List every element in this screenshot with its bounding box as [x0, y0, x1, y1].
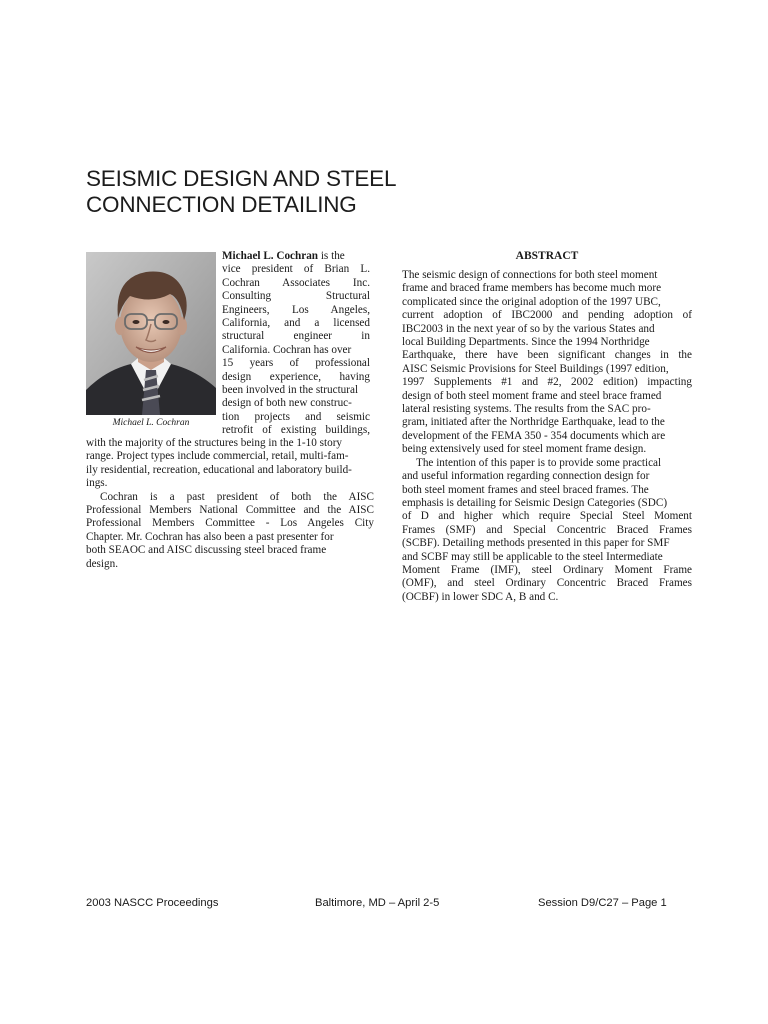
abstract-line: Frames (SMF) and Special Concentric Braced Frames: [402, 523, 692, 536]
abstract-line: frame and braced frame members has become much more: [402, 282, 662, 295]
bio-line: both SEAOC and AISC discussing steel braced frame: [86, 544, 327, 557]
footer-page: Session D9/C27 – Page 1: [538, 897, 667, 909]
abstract-line: Moment Frame (IMF), steel Ordinary Moment Frame: [402, 563, 692, 576]
paper-title: [86, 166, 506, 218]
bio-line: 15 years of professional: [222, 357, 370, 370]
abstract-line: development of the FEMA 350 - 354 documents which are: [402, 429, 666, 442]
bio-line: California. Cochran has over: [222, 343, 352, 356]
bio-line: vice president of Brian L.: [222, 263, 370, 276]
abstract-line: (OMF), and steel Ordinary Concentric Braced Frames: [402, 577, 692, 590]
bio-line: been involved in the structural: [222, 384, 359, 397]
bio-line: Consulting Structural: [222, 290, 370, 303]
abstract-line: (OCBF) in lower SDC A, B and C.: [402, 590, 559, 603]
abstract-line: being extensively used for steel moment frame design.: [402, 443, 647, 456]
abstract-line: complicated since the original adoption of the 1997 UBC,: [402, 295, 661, 308]
abstract-line: of D and higher which require Special Steel Moment: [402, 510, 692, 523]
bio-line: ily residential, recreation, educational and laboratory build-: [86, 463, 352, 476]
bio-line: range. Project types include commercial, retail, multi-fam-: [86, 450, 349, 463]
abstract-line: IBC2003 in the next year of so by the various States and: [402, 322, 655, 335]
author-bio-full: [86, 437, 374, 571]
bio-line: Professional Members National Committee and the AISC: [86, 504, 374, 517]
bio-line: tion projects and seismic: [222, 410, 370, 423]
bio-line: with the majority of the structures being in the 1-10 story: [86, 437, 343, 449]
abstract-line: and useful information regarding connection design for: [402, 470, 650, 483]
abstract-line: design of both steel moment frame and steel brace framed: [402, 389, 662, 402]
abstract-line: emphasis is detailing for Seismic Design Categories (SDC): [402, 496, 668, 509]
abstract-line: and SCBF may still be applicable to the steel Intermediate: [402, 550, 663, 563]
author-name: Michael L. Cochran: [222, 250, 319, 262]
bio-line: Michael L. Cochran is the: [222, 250, 345, 262]
bio-line: Chapter. Mr. Cochran has also been a past presenter for: [86, 530, 334, 543]
abstract-line: lateral resisting systems. The results from the SAC pro-: [402, 403, 651, 416]
bio-line: design of both new construc-: [222, 397, 352, 410]
abstract-line: current adoption of IBC2000 and pending adoption of: [402, 309, 692, 322]
abstract-line: both steel moment frames and steel braced frames. The: [402, 483, 649, 496]
paper-title-line-1: SEISMIC DESIGN AND STEEL: [86, 166, 397, 191]
author-bio-narrow: [222, 250, 370, 438]
abstract-line: The intention of this paper is to provide some practical: [416, 456, 662, 469]
abstract-body: [402, 269, 692, 604]
abstract-line: gram, initiated after the Northridge Earthquake, lead to the: [402, 416, 665, 429]
bio-line: Engineers, Los Angeles,: [222, 303, 370, 316]
bio-line: Cochran is a past president of both the AISC: [100, 490, 374, 503]
abstract-line: The seismic design of connections for both steel moment: [402, 269, 658, 281]
bio-line: California, and a licensed: [222, 317, 370, 330]
bio-line: Cochran Associates Inc.: [222, 276, 370, 289]
footer-location: Baltimore, MD – April 2-5: [315, 897, 440, 909]
bio-line: design.: [86, 557, 119, 570]
bio-line: ings.: [86, 477, 108, 490]
photo-caption: Michael L. Cochran: [112, 418, 190, 428]
bio-line: Professional Members Committee - Los Angeles City: [86, 517, 374, 530]
bio-line: structural engineer in: [222, 330, 370, 343]
abstract-line: local Building Departments. Since the 1994 Northridge: [402, 336, 650, 349]
bio-line: retrofit of existing buildings,: [222, 424, 370, 437]
abstract-line: AISC Seismic Provisions for Steel Buildings (1997 edition,: [402, 362, 669, 375]
author-photo: [86, 252, 216, 415]
abstract-line: 1997 Supplements #1 and #2, 2002 edition) impacting: [402, 376, 692, 389]
bio-line: design experience, having: [222, 370, 370, 383]
abstract-heading: ABSTRACT: [515, 250, 579, 262]
abstract-line: (SCBF). Detailing methods presented in this paper for SMF: [402, 537, 670, 550]
footer-proceedings: 2003 NASCC Proceedings: [86, 897, 219, 909]
paper-title-line-2: CONNECTION DETAILING: [86, 192, 357, 217]
abstract-line: Earthquake, there have been significant changes in the: [402, 349, 692, 362]
